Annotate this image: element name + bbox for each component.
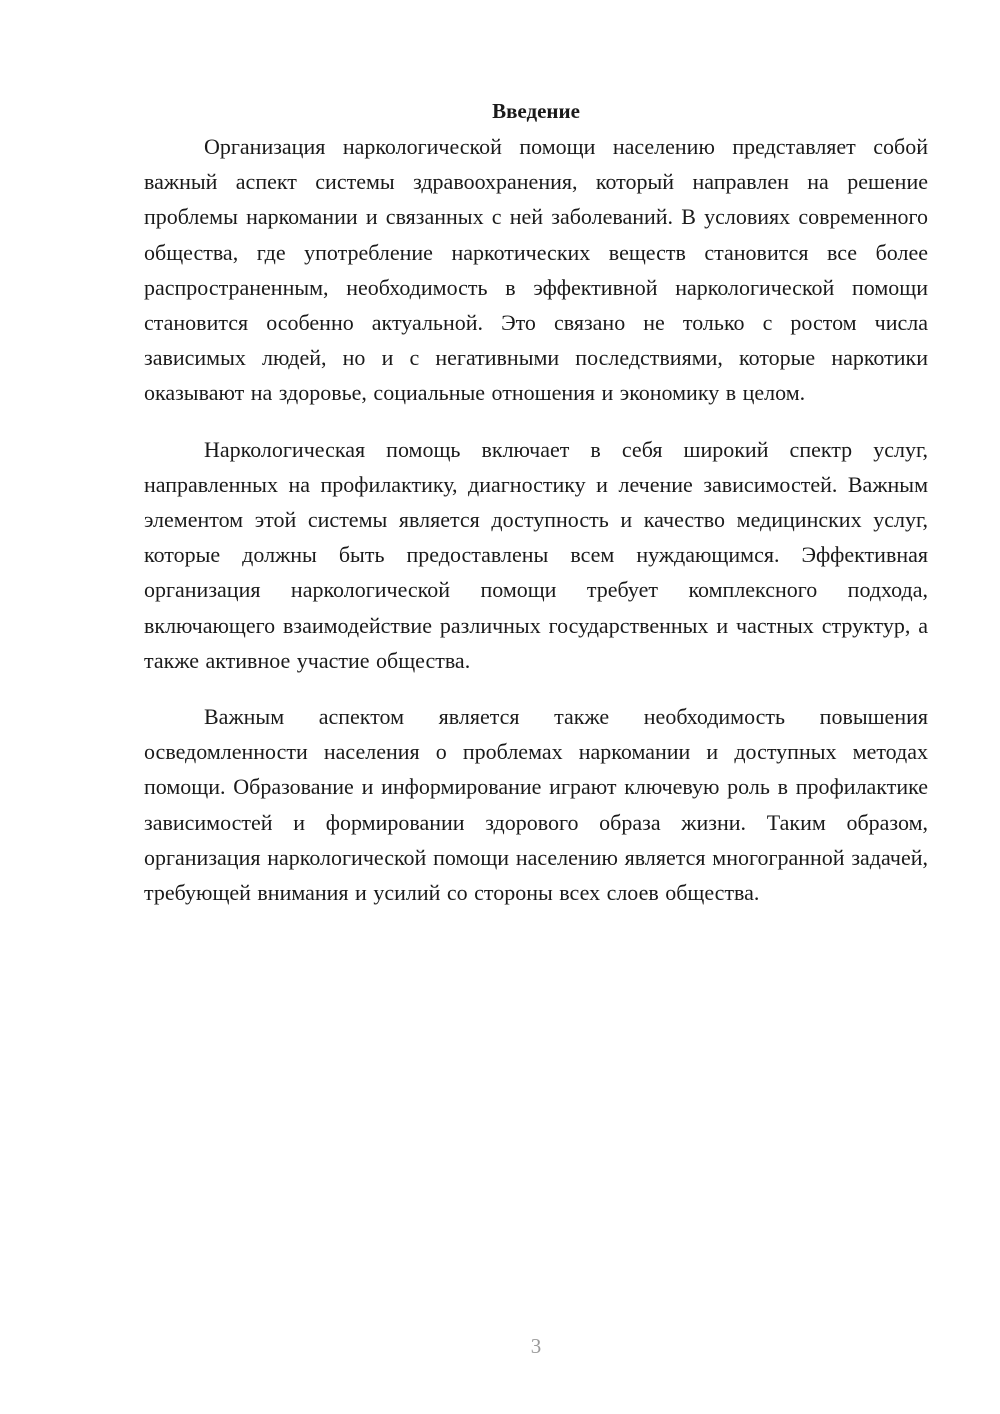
paragraph-2: Наркологическая помощь включает в себя широкий спектр услуг, направленных на профилактику, диагностику и лечение зависимостей. Важным элементом этой системы является доступность и качество медицинских услуг, которые должны быть предоставлены всем нуждающимся. Эффективная организация наркологической помощи требует комплексного подхода, включающего взаимодействие различных государственных и частных структур, а также активное участие общества. [144, 436, 928, 673]
page-title: Введение [492, 99, 580, 123]
page-number: 3 [530, 1334, 542, 1358]
paragraph-1: Организация наркологической помощи населению представляет собой важный аспект системы здравоохранения, который направлен на решение проблемы наркомании и связанных с ней заболеваний. В условиях современного общества, где употребление наркотических веществ становится все более распространенным, необходимость в эффективной наркологической помощи становится особенно актуальной. Это связано не только с ростом числа зависимых людей, но и с негативными последствиями, которые наркотики оказывают на здоровье, социальные отношения и экономику в целом. [144, 134, 928, 406]
paragraph-3: Важным аспектом является также необходимость повышения осведомленности населения о проблемах наркомании и доступных методах помощи. Образование и информирование играют ключевую роль в профилактике зависимостей и формировании здорового образа жизни. Таким образом, организация наркологической помощи населению является многогранной задачей, требующей внимания и усилий со стороны всех слоев общества. [144, 704, 928, 906]
document-body [144, 94, 928, 910]
